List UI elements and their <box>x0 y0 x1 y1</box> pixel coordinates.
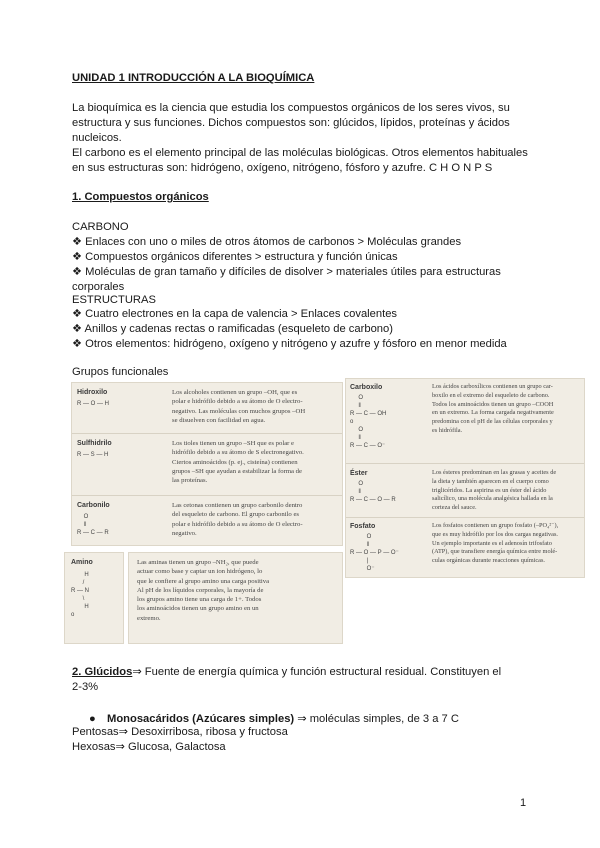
divider <box>72 495 342 496</box>
monosacaridos-label: Monosacáridos (Azúcares simples) <box>107 713 295 725</box>
ester-formula: O ‖ R — C — O — R <box>350 481 396 503</box>
carbono-item-3-cont: corporales <box>72 281 125 293</box>
estructuras-item-1: ❖ Cuatro electrones en la capa de valencia > Enlaces covalentes <box>72 308 398 320</box>
carbono-label: CARBONO <box>72 221 129 233</box>
pentosas-line: Pentosas⇒ Desoxirribosa, ribosa y fructosa <box>72 726 288 738</box>
intro-line-2: estructura y sus funciones. Dichos compuestos son: glúcidos, lípidos, proteínas y ácidos <box>72 117 510 129</box>
hidroxilo-description: Los alcoholes contienen un grupo –OH, que es polar e hidrófilo debido a su átomo de O electro- negativo. Las moléculas con muchos grupos –OH se disuelven con facilidad en agua. <box>172 389 306 424</box>
monosacaridos-rest: ⇒ moléculas simples, de 3 a 7 C <box>294 713 459 725</box>
intro-line-1: La bioquímica es la ciencia que estudia los compuestos orgánicos de los seres vivos, su <box>72 102 510 114</box>
ester-name: Éster <box>350 470 368 477</box>
carbonilo-description: Las cetonas contienen un grupo carbonilo dentro del esqueleto de carbono. El grupo carbonilo es polar e hidrófilo debido a su átomo de O electro- negativo. <box>172 502 303 537</box>
fosfato-formula: O ‖ R — O — P — O⁻ | O⁻ <box>350 534 399 572</box>
ester-description: Los ésteres predominan en las grasas y aceites de la dieta y también aparecen en el cuerpo como triglicéridos. La aspirina es un éster del ácido salicílico, una molécula analgésica hallada en la corteza del sauce. <box>432 469 557 512</box>
amino-name: Amino <box>71 559 93 566</box>
sulfhidrilo-name: Sulfhidrilo <box>77 440 112 447</box>
fosfato-name: Fosfato <box>350 523 376 530</box>
estructuras-label: ESTRUCTURAS <box>72 294 156 306</box>
functional-groups-left-panel <box>71 382 343 546</box>
hidroxilo-name: Hidroxilo <box>77 389 108 396</box>
hidroxilo-formula: R — O — H <box>77 401 110 407</box>
section-1-heading: 1. Compuestos orgánicos <box>72 191 209 203</box>
carbonilo-name: Carbonilo <box>77 502 110 509</box>
carbonilo-formula: O ‖ R — C — R <box>77 514 109 536</box>
estructuras-item-3: ❖ Otros elementos: hidrógeno, oxígeno y nitrógeno y azufre y fósforo en menor medida <box>72 338 507 350</box>
carboxilo-name: Carboxilo <box>350 384 383 391</box>
section-2-heading: 2. Glúcidos <box>72 666 133 678</box>
page-title: UNIDAD 1 INTRODUCCIÓN A LA BIOQUÍMICA <box>72 72 315 84</box>
functional-groups-right-panel <box>345 378 585 578</box>
carbono-item-3: ❖ Moléculas de gran tamaño y difíciles de disolver > materiales útiles para estructuras <box>72 266 501 278</box>
page-number: 1 <box>520 797 527 809</box>
carbono-item-1: ❖ Enlaces con uno o miles de otros átomos de carbonos > Moléculas grandes <box>72 236 462 248</box>
carboxilo-description: Los ácidos carboxílicos contienen un grupo car- boxilo en el extremo del esqueleto de carbono. Todos los aminoácidos tienen un grupo –COOH en un extremo. La forma cargada negativamente predomina con el pH de las células corporales y es hidrófila. <box>432 383 554 434</box>
divider <box>346 517 584 518</box>
section-2-line-1 <box>72 665 501 681</box>
carbono-item-2: ❖ Compuestos orgánicos diferentes > estructura y función únicas <box>72 251 398 263</box>
fosfato-description: Los fosfatos contienen un grupo fosfato (–PO₄²⁻), que es muy hidrófilo por los dos cargas negativas. Un ejemplo importante es el adenosín trifosfato (ATP), que transfiere energía química entre molé- culas orgánicas durante reacciones químicas. <box>432 522 559 565</box>
sulfhidrilo-description: Los tioles tienen un grupo –SH que es polar e hidrófilo debido a su átomo de S electronegativo. Ciertos aminoácidos (p. ej., cisteína) contienen grupos –SH que ayudan a estabilizar la forma de las proteínas. <box>172 440 304 485</box>
amino-formula: H / R — N \ H o <box>71 572 89 618</box>
hexosas-line: Hexosas⇒ Glucosa, Galactosa <box>72 741 226 753</box>
section-2-line-2: 2-3% <box>72 681 99 693</box>
divider <box>72 433 342 434</box>
carboxilo-formula: O ‖ R — C — OH o O ‖ R — C — O⁻ <box>350 395 387 449</box>
section-2-line-1-rest: ⇒ Fuente de energía química y función estructural residual. Constituyen el <box>132 666 502 678</box>
intro-line-4: El carbono es el elemento principal de las moléculas biológicas. Otros elementos habituales <box>72 147 528 159</box>
grupos-funcionales-label: Grupos funcionales <box>72 366 169 378</box>
intro-line-3: nucleicos. <box>72 132 122 144</box>
bullet-dot: ● <box>89 713 96 725</box>
amino-formula-panel <box>64 552 124 644</box>
amino-description: Las aminas tienen un grupo –NH₂, que puede actuar como base y captar un ion hidrógeno, lo que le confiere al grupo amino una carga positiva Al pH de los líquidos corporales, la mayoría de los grupos amino tiene una carga de 1+. Todos los aminoácidos tienen un grupo amino en un extremo. <box>137 559 270 622</box>
divider <box>346 463 584 464</box>
estructuras-item-2: ❖ Anillos y cadenas rectas o ramificadas (esqueleto de carbono) <box>72 323 393 335</box>
amino-description-panel <box>128 552 343 644</box>
intro-line-5: en sus estructuras son: hidrógeno, oxígeno, nitrógeno, fósforo y azufre. C H O N P S <box>72 162 493 174</box>
sulfhidrilo-formula: R — S — H <box>77 452 109 458</box>
